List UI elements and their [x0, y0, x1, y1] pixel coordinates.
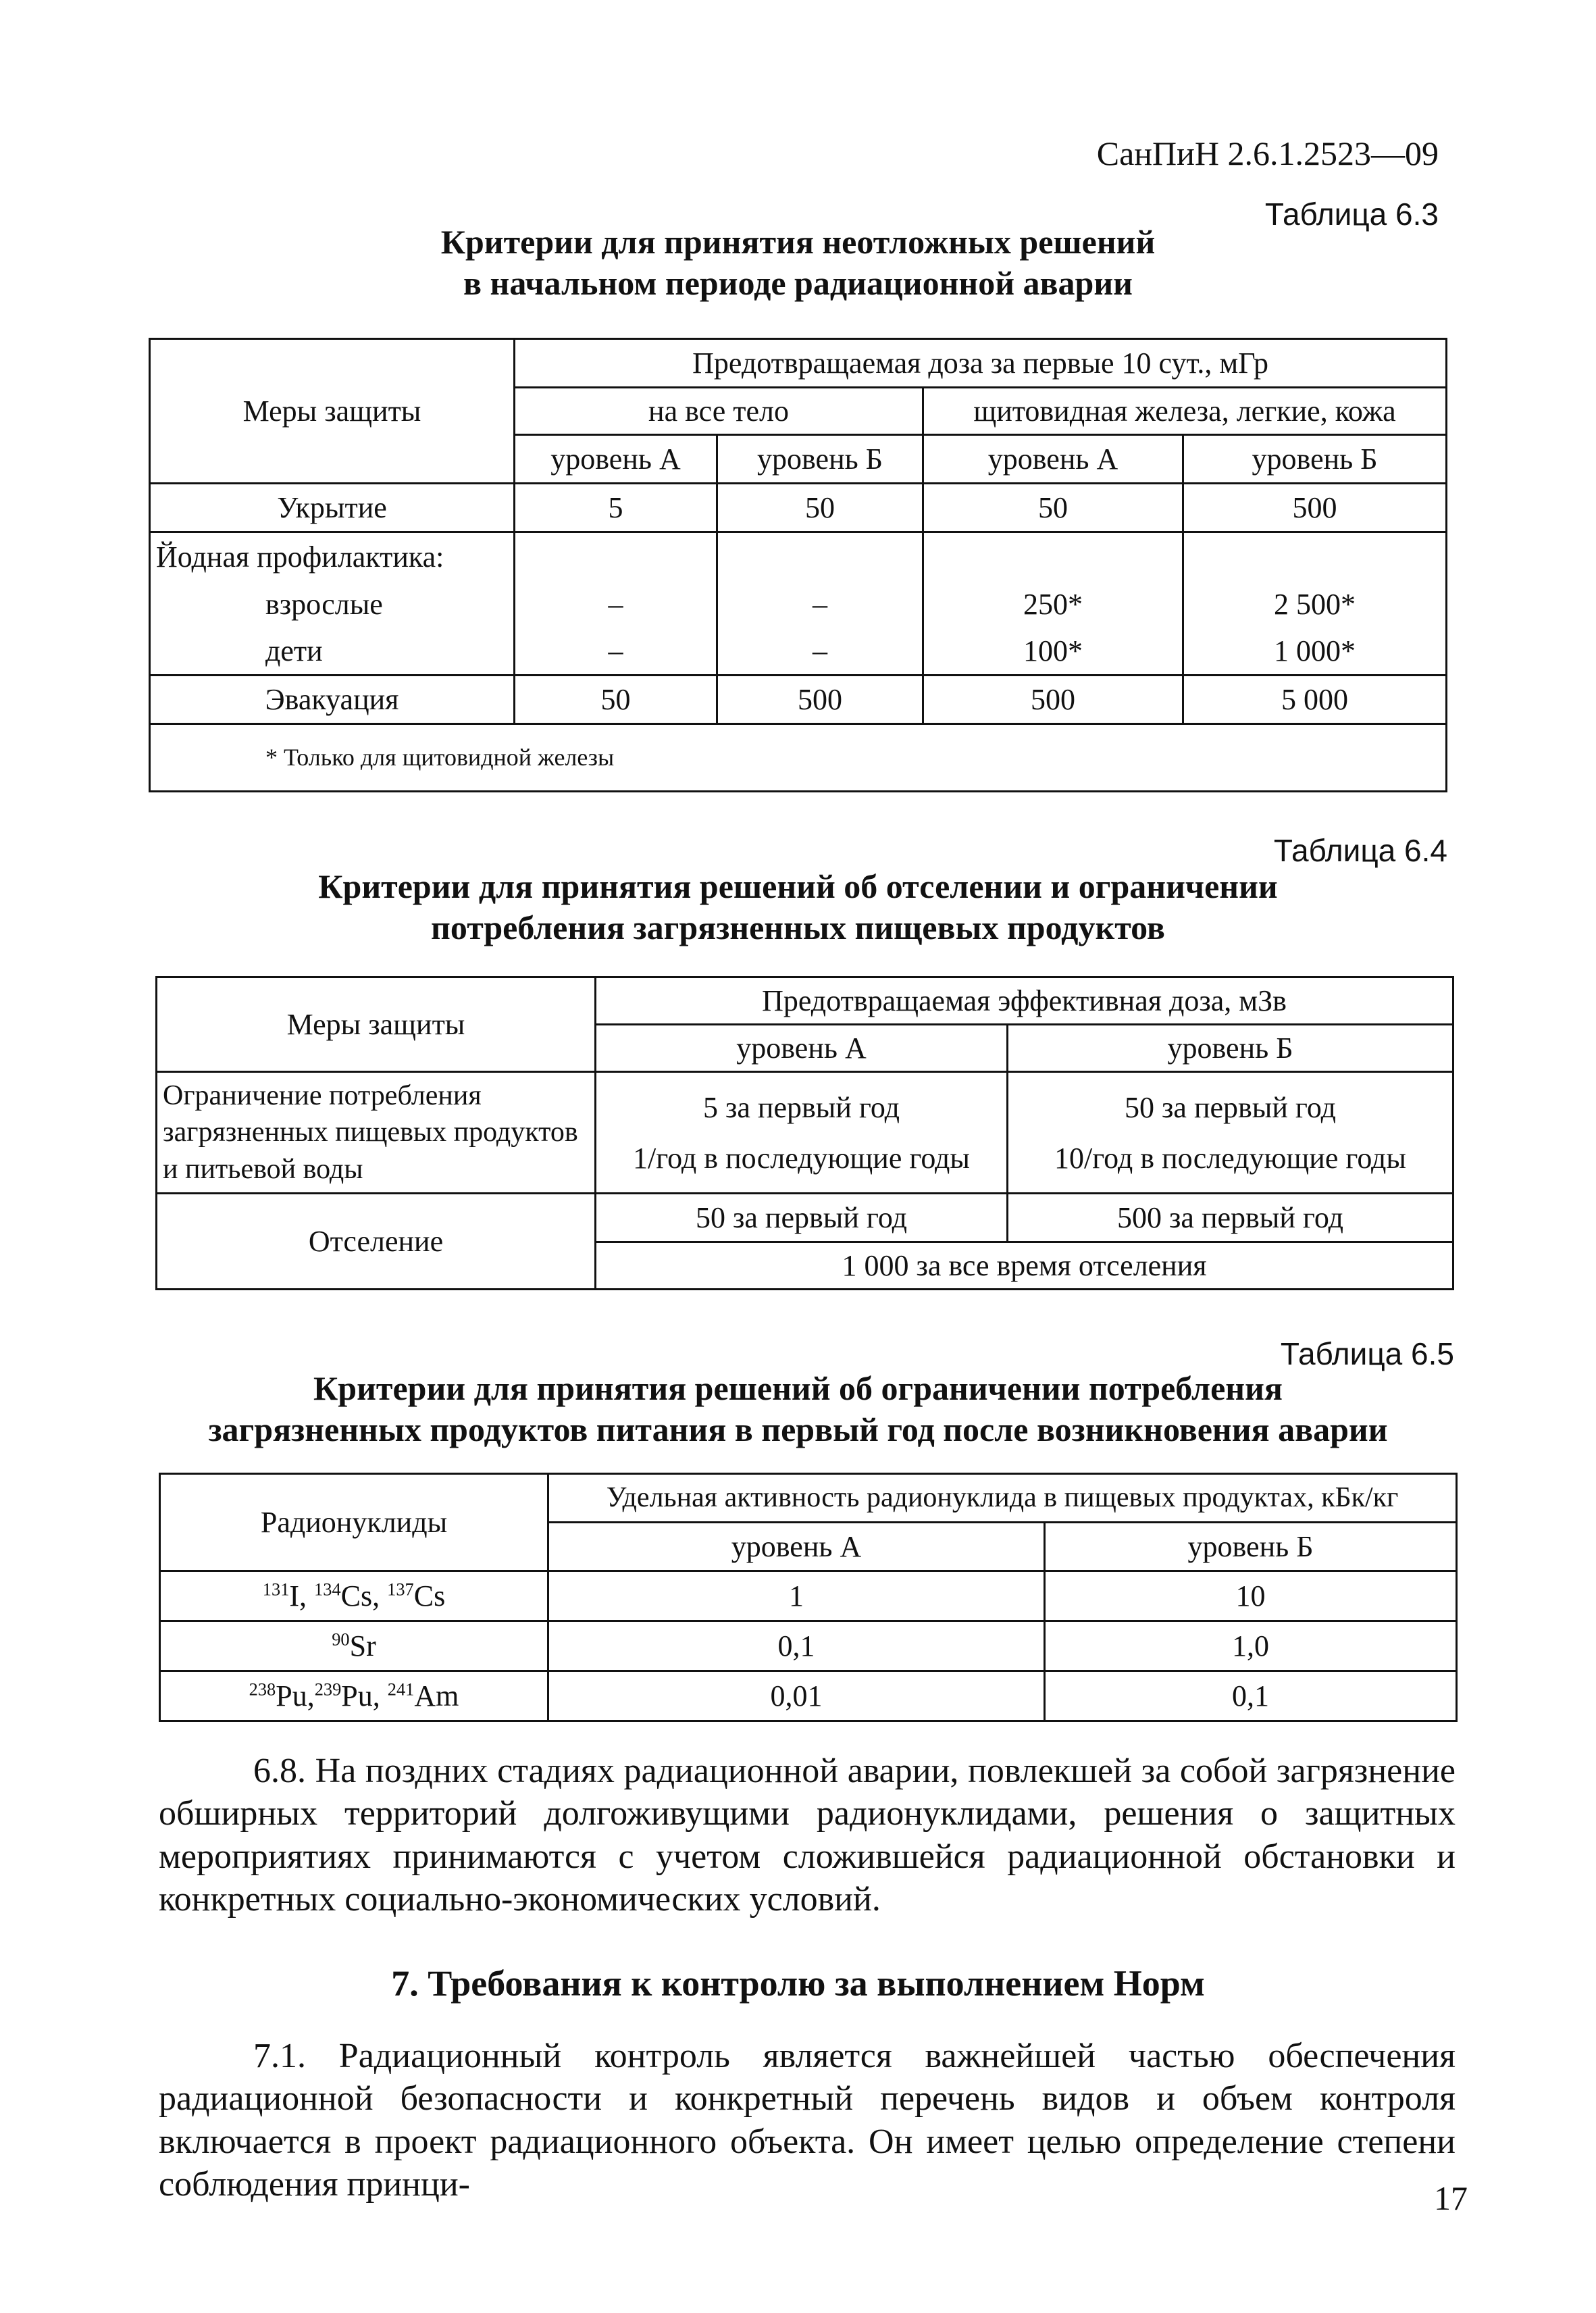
row-label: Укрытие: [150, 484, 515, 532]
table-row: [150, 532, 1447, 581]
cell: 250*: [923, 581, 1183, 628]
header-level-b: уровень Б: [1045, 1523, 1457, 1571]
cell: 1 000 за все время отселения: [596, 1242, 1453, 1290]
table-number-6-4: Таблица 6.4: [1273, 833, 1447, 868]
nuclide-cell: [160, 1671, 548, 1721]
cell: [1183, 532, 1447, 581]
cell-line: 10/год в последующие годы: [1054, 1141, 1406, 1175]
row-label: Ограничение потребления загрязненных пищевых продуктов и питьевой воды: [157, 1072, 596, 1194]
mass-number: 241: [387, 1679, 415, 1700]
table-6-5: [159, 1473, 1458, 1722]
symbol: Pu,: [341, 1679, 388, 1712]
cell: 2 500*: [1183, 581, 1447, 628]
header-level-a: уровень А: [548, 1523, 1045, 1571]
row-label: дети: [150, 628, 515, 676]
symbol: Sr: [349, 1629, 376, 1662]
table-row: [160, 1621, 1457, 1671]
header-measures: Меры защиты: [150, 339, 515, 484]
row-label: Йодная профилактика:: [150, 532, 515, 581]
header-whole-body: на все тело: [515, 388, 923, 435]
cell: 100*: [923, 628, 1183, 676]
cell: –: [515, 628, 717, 676]
header-measures: Меры защиты: [157, 977, 596, 1072]
table-row: [150, 676, 1447, 724]
table-row: [160, 1571, 1457, 1621]
cell: 10: [1045, 1571, 1457, 1621]
cell: 500: [717, 676, 923, 724]
mass-number: 131: [262, 1579, 290, 1600]
nuclide-cell: [160, 1571, 548, 1621]
table-footnote: * Только для щитовидной железы: [150, 724, 1447, 792]
table-row: [150, 581, 1447, 628]
cell: 500 за первый год: [1008, 1194, 1453, 1242]
cell: –: [717, 581, 923, 628]
cell: [1008, 1072, 1453, 1194]
header-nuclides: Радионуклиды: [160, 1474, 548, 1571]
table-row: [160, 1671, 1457, 1721]
cell-line: 5 за первый год: [703, 1090, 900, 1124]
cell: [515, 532, 717, 581]
cell: 1,0: [1045, 1621, 1457, 1671]
row-label: взрослые: [150, 581, 515, 628]
table-title-line-1: Критерии для принятия неотложных решений: [440, 223, 1156, 261]
symbol: Cs: [413, 1579, 446, 1612]
header-dose: Предотвращаемая доза за первые 10 сут., мГр: [515, 339, 1447, 388]
table-number-6-5: Таблица 6.5: [1280, 1336, 1454, 1371]
cell: 500: [1183, 484, 1447, 532]
header-level-a: уровень А: [515, 435, 717, 484]
symbol: Cs,: [340, 1579, 388, 1612]
cell: 50: [515, 676, 717, 724]
table-title-line-1: Критерии для принятия решений об отселении и ограничении: [318, 867, 1278, 905]
page-number: 17: [1434, 2179, 1468, 2217]
table-title-line-2: загрязненных продуктов питания в первый год после возникновения аварии: [208, 1410, 1388, 1448]
header-level-a: уровень А: [923, 435, 1183, 484]
table-row: [157, 1072, 1453, 1194]
mass-number: 90: [332, 1629, 350, 1650]
mass-number: 134: [314, 1579, 341, 1600]
header-thyroid: щитовидная железа, легкие, кожа: [923, 388, 1447, 435]
table-title-6-5: [0, 1368, 1596, 1450]
header-level-b: уровень Б: [1008, 1025, 1453, 1072]
paragraph-7-1: 7.1. Радиационный контроль является важнейшей частью обеспечения радиационной безопасности и конкретный перечень видов и объем контроля включается в проект радиационного объекта. Он имеет целью определение степени соблюдения принци-: [159, 2037, 1456, 2204]
cell-line: 1/год в последующие годы: [633, 1141, 970, 1175]
header-level-b: уровень Б: [717, 435, 923, 484]
cell: [717, 532, 923, 581]
row-label: Эвакуация: [150, 676, 515, 724]
symbol: Am: [414, 1679, 459, 1712]
cell: [596, 1072, 1008, 1194]
cell: 1 000*: [1183, 628, 1447, 676]
symbol: I,: [289, 1579, 315, 1612]
cell: –: [515, 581, 717, 628]
table-row: [157, 1194, 1453, 1242]
table-title-line-2: потребления загрязненных пищевых продуктов: [431, 909, 1165, 946]
mass-number: 137: [387, 1579, 414, 1600]
cell: 0,01: [548, 1671, 1045, 1721]
cell: 0,1: [548, 1621, 1045, 1671]
cell: 0,1: [1045, 1671, 1457, 1721]
cell: –: [717, 628, 923, 676]
cell-line: 50 за первый год: [1125, 1090, 1336, 1124]
nuclide-cell: [160, 1621, 548, 1671]
table-row: [150, 484, 1447, 532]
header-level-b: уровень Б: [1183, 435, 1447, 484]
cell: 50: [923, 484, 1183, 532]
table-title-line-1: Критерии для принятия решений об ограничении потребления: [313, 1369, 1283, 1407]
document-code: СанПиН 2.6.1.2523—09: [1096, 134, 1439, 172]
table-6-3: [149, 338, 1447, 792]
header-dose: Предотвращаемая эффективная доза, мЗв: [596, 977, 1453, 1025]
symbol: Pu,: [276, 1679, 315, 1712]
table-number-6-3: Таблица 6.3: [1264, 197, 1439, 232]
cell: [923, 532, 1183, 581]
table-title-6-3: [0, 222, 1596, 304]
mass-number: 238: [249, 1679, 276, 1700]
table-title-line-2: в начальном периоде радиационной аварии: [463, 264, 1133, 302]
table-title-6-4: [0, 866, 1596, 948]
row-label: Отселение: [157, 1194, 596, 1290]
paragraph-6-8: 6.8. На поздних стадиях радиационной аварии, повлекшей за собой загрязнение обширных территорий долгоживущими радионуклидами, решения о защитных мероприятиях принимаются с учетом сложившейся радиационной обстановки и конкретных социально-экономических условий.: [159, 1752, 1456, 1919]
section-7-heading: 7. Требования к контролю за выполнением Норм: [391, 1963, 1205, 2004]
cell: 50: [717, 484, 923, 532]
table-6-4: [155, 976, 1454, 1290]
mass-number: 239: [314, 1679, 342, 1700]
header-level-a: уровень А: [596, 1025, 1008, 1072]
cell: 50 за первый год: [596, 1194, 1008, 1242]
cell: 1: [548, 1571, 1045, 1621]
cell: 5 000: [1183, 676, 1447, 724]
table-row: [150, 628, 1447, 676]
header-activity: Удельная активность радионуклида в пищевых продуктах, кБк/кг: [548, 1474, 1457, 1523]
cell: 5: [515, 484, 717, 532]
cell: 500: [923, 676, 1183, 724]
